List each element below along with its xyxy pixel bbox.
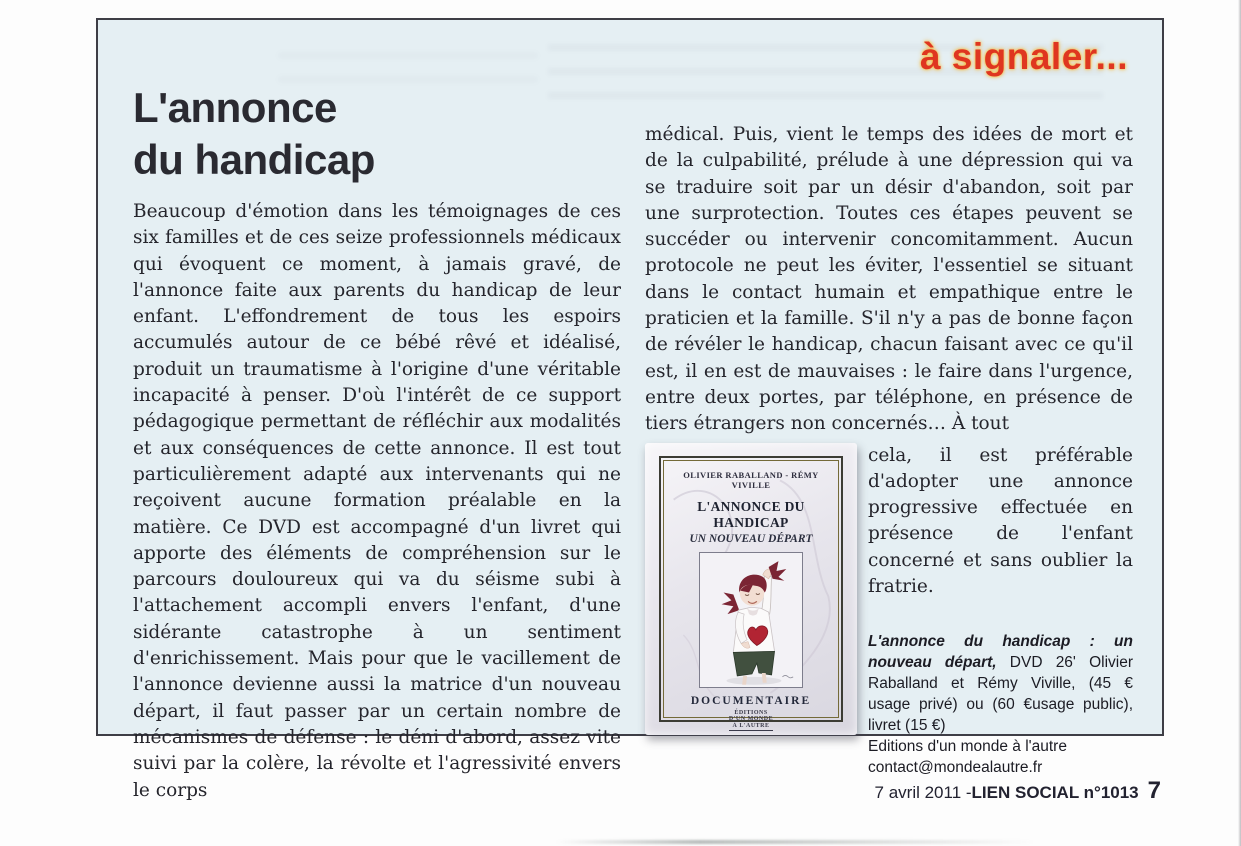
caption-title: L'annonce du handicap : un nouveau départ, bbox=[868, 633, 1133, 672]
cover-publisher-line2: D'UN MONDE bbox=[728, 716, 774, 723]
right-sub-column bbox=[868, 443, 1133, 779]
caption-main bbox=[868, 631, 1133, 736]
caption-details: DVD 26' Olivier Raballand et Rémy Viville, (45 € usage privé) ou (60 €usage public), livret (15 €) bbox=[868, 654, 1133, 735]
cover-publisher-line1: ÉDITIONS bbox=[734, 709, 768, 716]
cover-genre-label: DOCUMENTAIRE bbox=[690, 694, 812, 707]
media-row bbox=[645, 443, 1133, 779]
cover-publisher-mark bbox=[729, 710, 773, 732]
footer-magazine-title: LIEN SOCIAL n°1013 bbox=[971, 783, 1139, 802]
page-footer bbox=[875, 777, 1161, 805]
article-column-left bbox=[133, 82, 621, 804]
caption-publisher: Editions d'un monde à l'autre bbox=[868, 738, 1067, 756]
scan-smear-artifact bbox=[556, 840, 1034, 844]
article-paragraph-right-top: médical. Puis, vient le temps des idées de mort et de la culpabilité, prélude à une dépression qui va se traduire soit par un désir d'abandon, soit par une surprotection. Toutes ces étapes peuvent se succéder ou intervenir concomitamment. Aucun protocole ne peut les éviter, l'essentiel se situant dans le contact humain et empathique entre le praticien et la famille. S'il n'y a pas de bonne façon de révéler le handicap, chacun faisant avec ce qu'il est, il en est de mauvaises : le faire dans l'urgence, entre deux portes, par téléphone, en présence de tiers étrangers non concernés… À tout bbox=[645, 124, 1133, 435]
article-title-line2: du handicap bbox=[133, 136, 375, 183]
cover-publisher-line3: À L'AUTRE bbox=[732, 722, 770, 729]
article-paragraph-right-narrow: cela, il est préférable d'adopter une annonce progressive effectuée en présence de l'enfant concerné et sans oublier la fratrie. bbox=[868, 444, 1133, 598]
caption-contact: contact@mondealautre.fr bbox=[868, 759, 1043, 777]
article-paragraph-left: Beaucoup d'émotion dans les témoignages de ces six familles et de ces seize professionnels médicaux qui évoquent ce moment, à jamais gravé, de l'annonce faite aux parents du handicap de leur enfant. L'effondrement de tous les espoirs accumulés autour de ce bébé rêvé et idéalisé, produit un traumatisme à l'origine d'une véritable incapacité à penser. D'où l'intérêt de ce support pédagogique permettant de réfléchir aux modalités et aux conséquences de cette annonce. Il est tout particulièrement adapté aux intervenants qui ne reçoivent aucune formation préalable en la matière. Ce DVD est accompagné d'un livret qui apporte des éléments de compréhension sur le parcours douloureux qui va du séisme subi à l'attachement accompli envers l'enfant, d'une sidérante catastrophe à un sentiment d'enrichissement. Mais pour que le vacillement de l'annonce devienne aussi la matrice d'un nouveau départ, il faut passer par un certain nombre de mécanismes de défense : le déni d'abord, assez vite suivi par la colère, la révolte et l'agressivité envers le corps bbox=[133, 201, 621, 801]
footer-date: 7 avril 2011 - bbox=[874, 783, 972, 802]
cover-authors: OLIVIER RABALLAND - RÉMY VIVILLE bbox=[683, 469, 819, 490]
article-title bbox=[133, 82, 621, 186]
page-number: 7 bbox=[1147, 777, 1161, 804]
section-tag: à signaler... bbox=[919, 36, 1128, 77]
article-title-line1: L'annonce bbox=[133, 84, 337, 131]
dvd-caption bbox=[868, 631, 1133, 778]
article-column-right bbox=[645, 122, 1133, 778]
dvd-cover-frame bbox=[659, 456, 843, 729]
cover-title: L'ANNONCE DU HANDICAP bbox=[697, 498, 805, 530]
dvd-cover bbox=[645, 443, 857, 735]
cover-subtitle: UN NOUVEAU DÉPART bbox=[689, 532, 813, 545]
girl-illustration bbox=[700, 553, 802, 687]
cover-illustration-frame bbox=[699, 552, 803, 688]
dvd-cover-inner bbox=[663, 460, 839, 729]
